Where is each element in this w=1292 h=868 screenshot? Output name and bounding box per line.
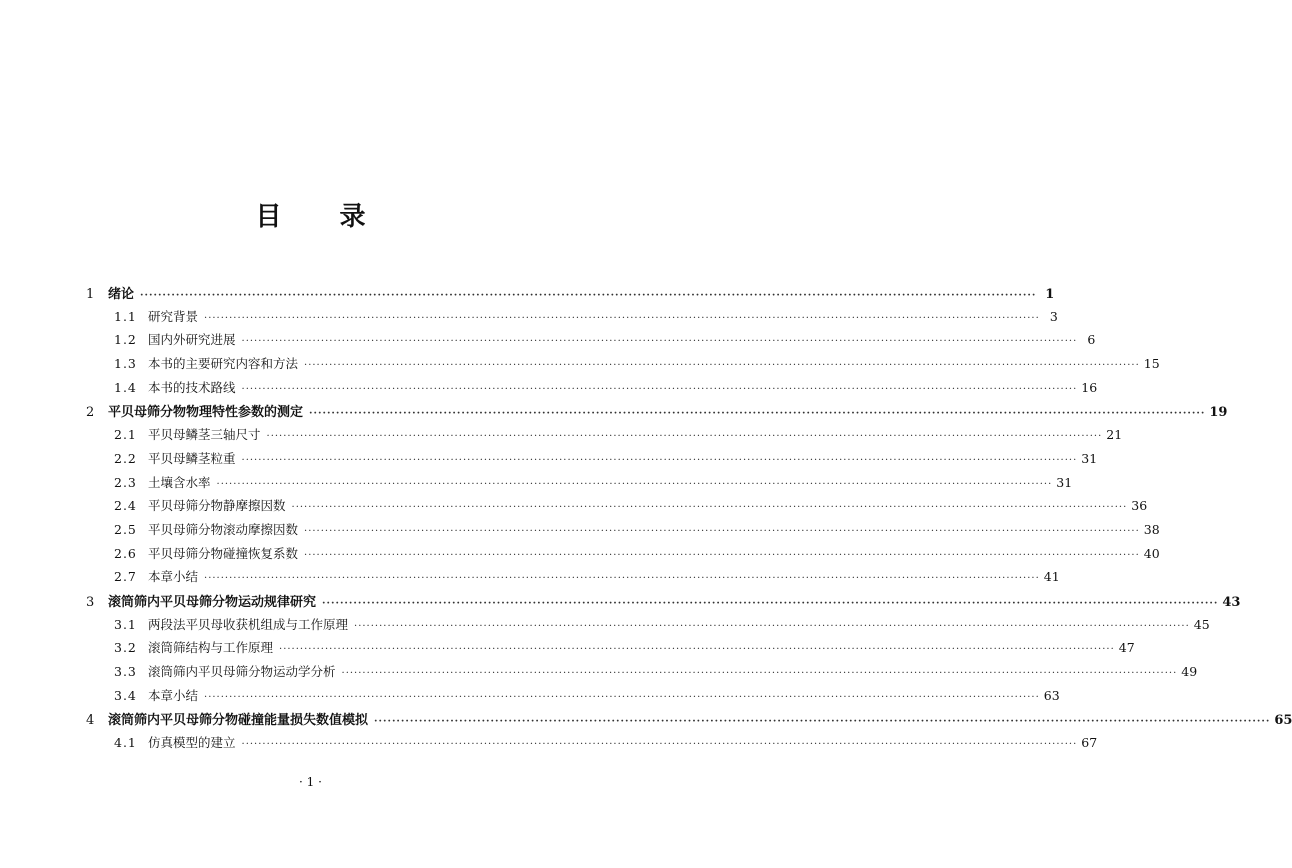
toc-entry-number: 1.2 — [114, 332, 137, 348]
toc-leader-dots: ········································································································································································································ — [279, 644, 1115, 656]
toc-leader-dots: ········································································································································································································ — [374, 716, 1271, 728]
toc-section-entry — [86, 473, 1073, 497]
toc-section-entry — [86, 686, 1060, 710]
toc-chapter-entry — [86, 591, 1241, 615]
toc-entry-number: 3.2 — [114, 640, 137, 656]
toc-entry-page: 15 — [1143, 356, 1160, 372]
toc-entry-title: 本章小结 — [148, 687, 199, 703]
toc-section-entry — [86, 615, 1210, 639]
toc-entry-title: 研究背景 — [148, 308, 199, 324]
toc-leader-dots: ········································································································································································································ — [304, 360, 1140, 372]
toc-leader-dots: ········································································································································································································ — [204, 691, 1040, 703]
toc-section-entry — [86, 378, 1098, 402]
toc-leader-dots: ········································································································································································································ — [216, 478, 1053, 490]
toc-entry-number: 2.3 — [114, 474, 137, 490]
toc-entry-page: 49 — [1181, 664, 1198, 679]
toc-leader-dots: ········································································································································································································ — [241, 383, 1078, 395]
toc-leader-dots: ········································································································································································································ — [304, 525, 1140, 537]
title-char-1: 目 — [255, 202, 282, 232]
toc-entry-title: 平贝母鳞茎粒重 — [148, 450, 236, 466]
toc-entry-title: 国内外研究进展 — [148, 332, 236, 348]
toc-section-entry — [86, 567, 1060, 591]
toc-entry-page: 38 — [1143, 521, 1160, 537]
toc-entry-title: 滚筒筛内平贝母筛分物运动规律研究 — [108, 594, 317, 610]
toc-entry-title: 土壤含水率 — [148, 474, 211, 490]
toc-section-entry — [86, 544, 1160, 568]
toc-entry-title: 本章小结 — [148, 569, 199, 585]
toc-entry-page: 41 — [1043, 569, 1060, 585]
toc-entry-page: 67 — [1081, 735, 1098, 751]
toc-section-entry — [86, 520, 1160, 544]
toc-entry-number: 2.5 — [114, 521, 137, 537]
toc-entry-number: 3 — [86, 594, 95, 610]
toc-leader-dots: ········································································································································································································ — [341, 668, 1178, 679]
toc-entry-page: 36 — [1131, 498, 1148, 514]
toc-entry-number: 4 — [86, 713, 95, 729]
toc-section-entry — [86, 354, 1160, 378]
toc-entry-number: 3.3 — [114, 664, 137, 679]
toc-leader-dots: ········································································································································································································ — [204, 312, 1040, 324]
toc-entry-page: 45 — [1193, 616, 1210, 632]
toc-entry-number: 3.4 — [114, 687, 137, 703]
toc-entry-title: 仿真模型的建立 — [148, 735, 236, 751]
toc-entry-page: 47 — [1118, 640, 1135, 656]
toc-section-entry — [86, 449, 1098, 473]
toc-entry-title: 滚筒筛内平贝母筛分物碰撞能量损失数值模拟 — [108, 713, 369, 729]
toc-entry-number: 4.1 — [114, 735, 137, 751]
toc-entry-number: 2.1 — [114, 427, 137, 443]
toc-entry-page: 16 — [1081, 379, 1098, 395]
toc-entry-page: 6 — [1087, 332, 1096, 348]
toc-leader-dots: ········································································································································································································ — [241, 336, 1078, 348]
toc-entry-title: 平贝母筛分物滚动摩擦因数 — [148, 521, 299, 537]
toc-section-entry — [86, 733, 1098, 757]
toc-entry-number: 2.2 — [114, 450, 137, 466]
toc-entry-page: 3 — [1049, 308, 1058, 324]
toc-entry-page: 40 — [1143, 545, 1160, 561]
toc-entry-page: 31 — [1081, 450, 1098, 466]
toc-section-entry — [86, 638, 1135, 662]
toc-entry-page: 1 — [1045, 287, 1055, 302]
toc-entry-number: 2.6 — [114, 545, 137, 561]
toc-entry-page: 19 — [1209, 405, 1228, 421]
page-title — [0, 196, 621, 233]
toc-entry-title: 平贝母筛分物物理特性参数的测定 — [108, 405, 304, 421]
toc-entry-page: 65 — [1274, 713, 1292, 729]
toc-entry-number: 1.1 — [114, 308, 137, 324]
toc-leader-dots: ········································································································································································································ — [354, 620, 1190, 632]
toc-section-entry — [86, 425, 1123, 449]
toc-entry-title: 本书的主要研究内容和方法 — [148, 356, 299, 372]
toc-entry-title: 绪论 — [108, 287, 135, 302]
toc-entry-title: 本书的技术路线 — [148, 379, 236, 395]
page-number: · 1 · — [299, 775, 322, 789]
toc-entry-title: 滚筒筛结构与工作原理 — [148, 640, 274, 656]
toc-section-entry — [86, 496, 1148, 520]
table-of-contents — [86, 283, 1292, 757]
toc-entry-page: 21 — [1106, 427, 1123, 443]
toc-entry-number: 1.3 — [114, 356, 137, 372]
toc-section-entry — [86, 662, 1198, 686]
toc-entry-number: 3.1 — [114, 616, 137, 632]
toc-leader-dots: ········································································································································································································ — [266, 431, 1103, 443]
toc-leader-dots: ········································································································································································································ — [291, 502, 1128, 514]
toc-entry-title: 平贝母筛分物碰撞恢复系数 — [148, 545, 299, 561]
toc-entry-number: 1 — [86, 287, 95, 302]
toc-entry-number: 2 — [86, 405, 95, 421]
toc-chapter-entry — [86, 401, 1228, 425]
toc-leader-dots: ········································································································································································································ — [309, 408, 1206, 420]
toc-leader-dots: ········································································································································································································ — [140, 290, 1037, 301]
toc-entry-title: 滚筒筛内平贝母筛分物运动学分析 — [148, 664, 336, 679]
toc-section-entry — [86, 330, 1096, 354]
toc-leader-dots: ········································································································································································································ — [304, 549, 1140, 561]
toc-entry-title: 平贝母鳞茎三轴尺寸 — [148, 427, 261, 443]
toc-leader-dots: ········································································································································································································ — [241, 739, 1078, 751]
toc-entry-number: 2.7 — [114, 569, 137, 585]
toc-entry-title: 平贝母筛分物静摩擦因数 — [148, 498, 286, 514]
toc-entry-number: 1.4 — [114, 379, 137, 395]
toc-leader-dots: ········································································································································································································ — [322, 597, 1219, 609]
toc-entry-page: 31 — [1056, 474, 1073, 490]
title-char-2: 录 — [339, 202, 366, 232]
toc-entry-title: 两段法平贝母收获机组成与工作原理 — [148, 616, 349, 632]
toc-entry-number: 2.4 — [114, 498, 137, 514]
toc-entry-page: 43 — [1222, 594, 1241, 610]
toc-leader-dots: ········································································································································································································ — [204, 573, 1040, 585]
toc-chapter-entry — [86, 709, 1292, 733]
toc-leader-dots: ········································································································································································································ — [241, 454, 1078, 466]
toc-section-entry — [86, 307, 1058, 331]
toc-chapter-entry — [86, 283, 1055, 307]
toc-entry-page: 63 — [1043, 687, 1060, 703]
